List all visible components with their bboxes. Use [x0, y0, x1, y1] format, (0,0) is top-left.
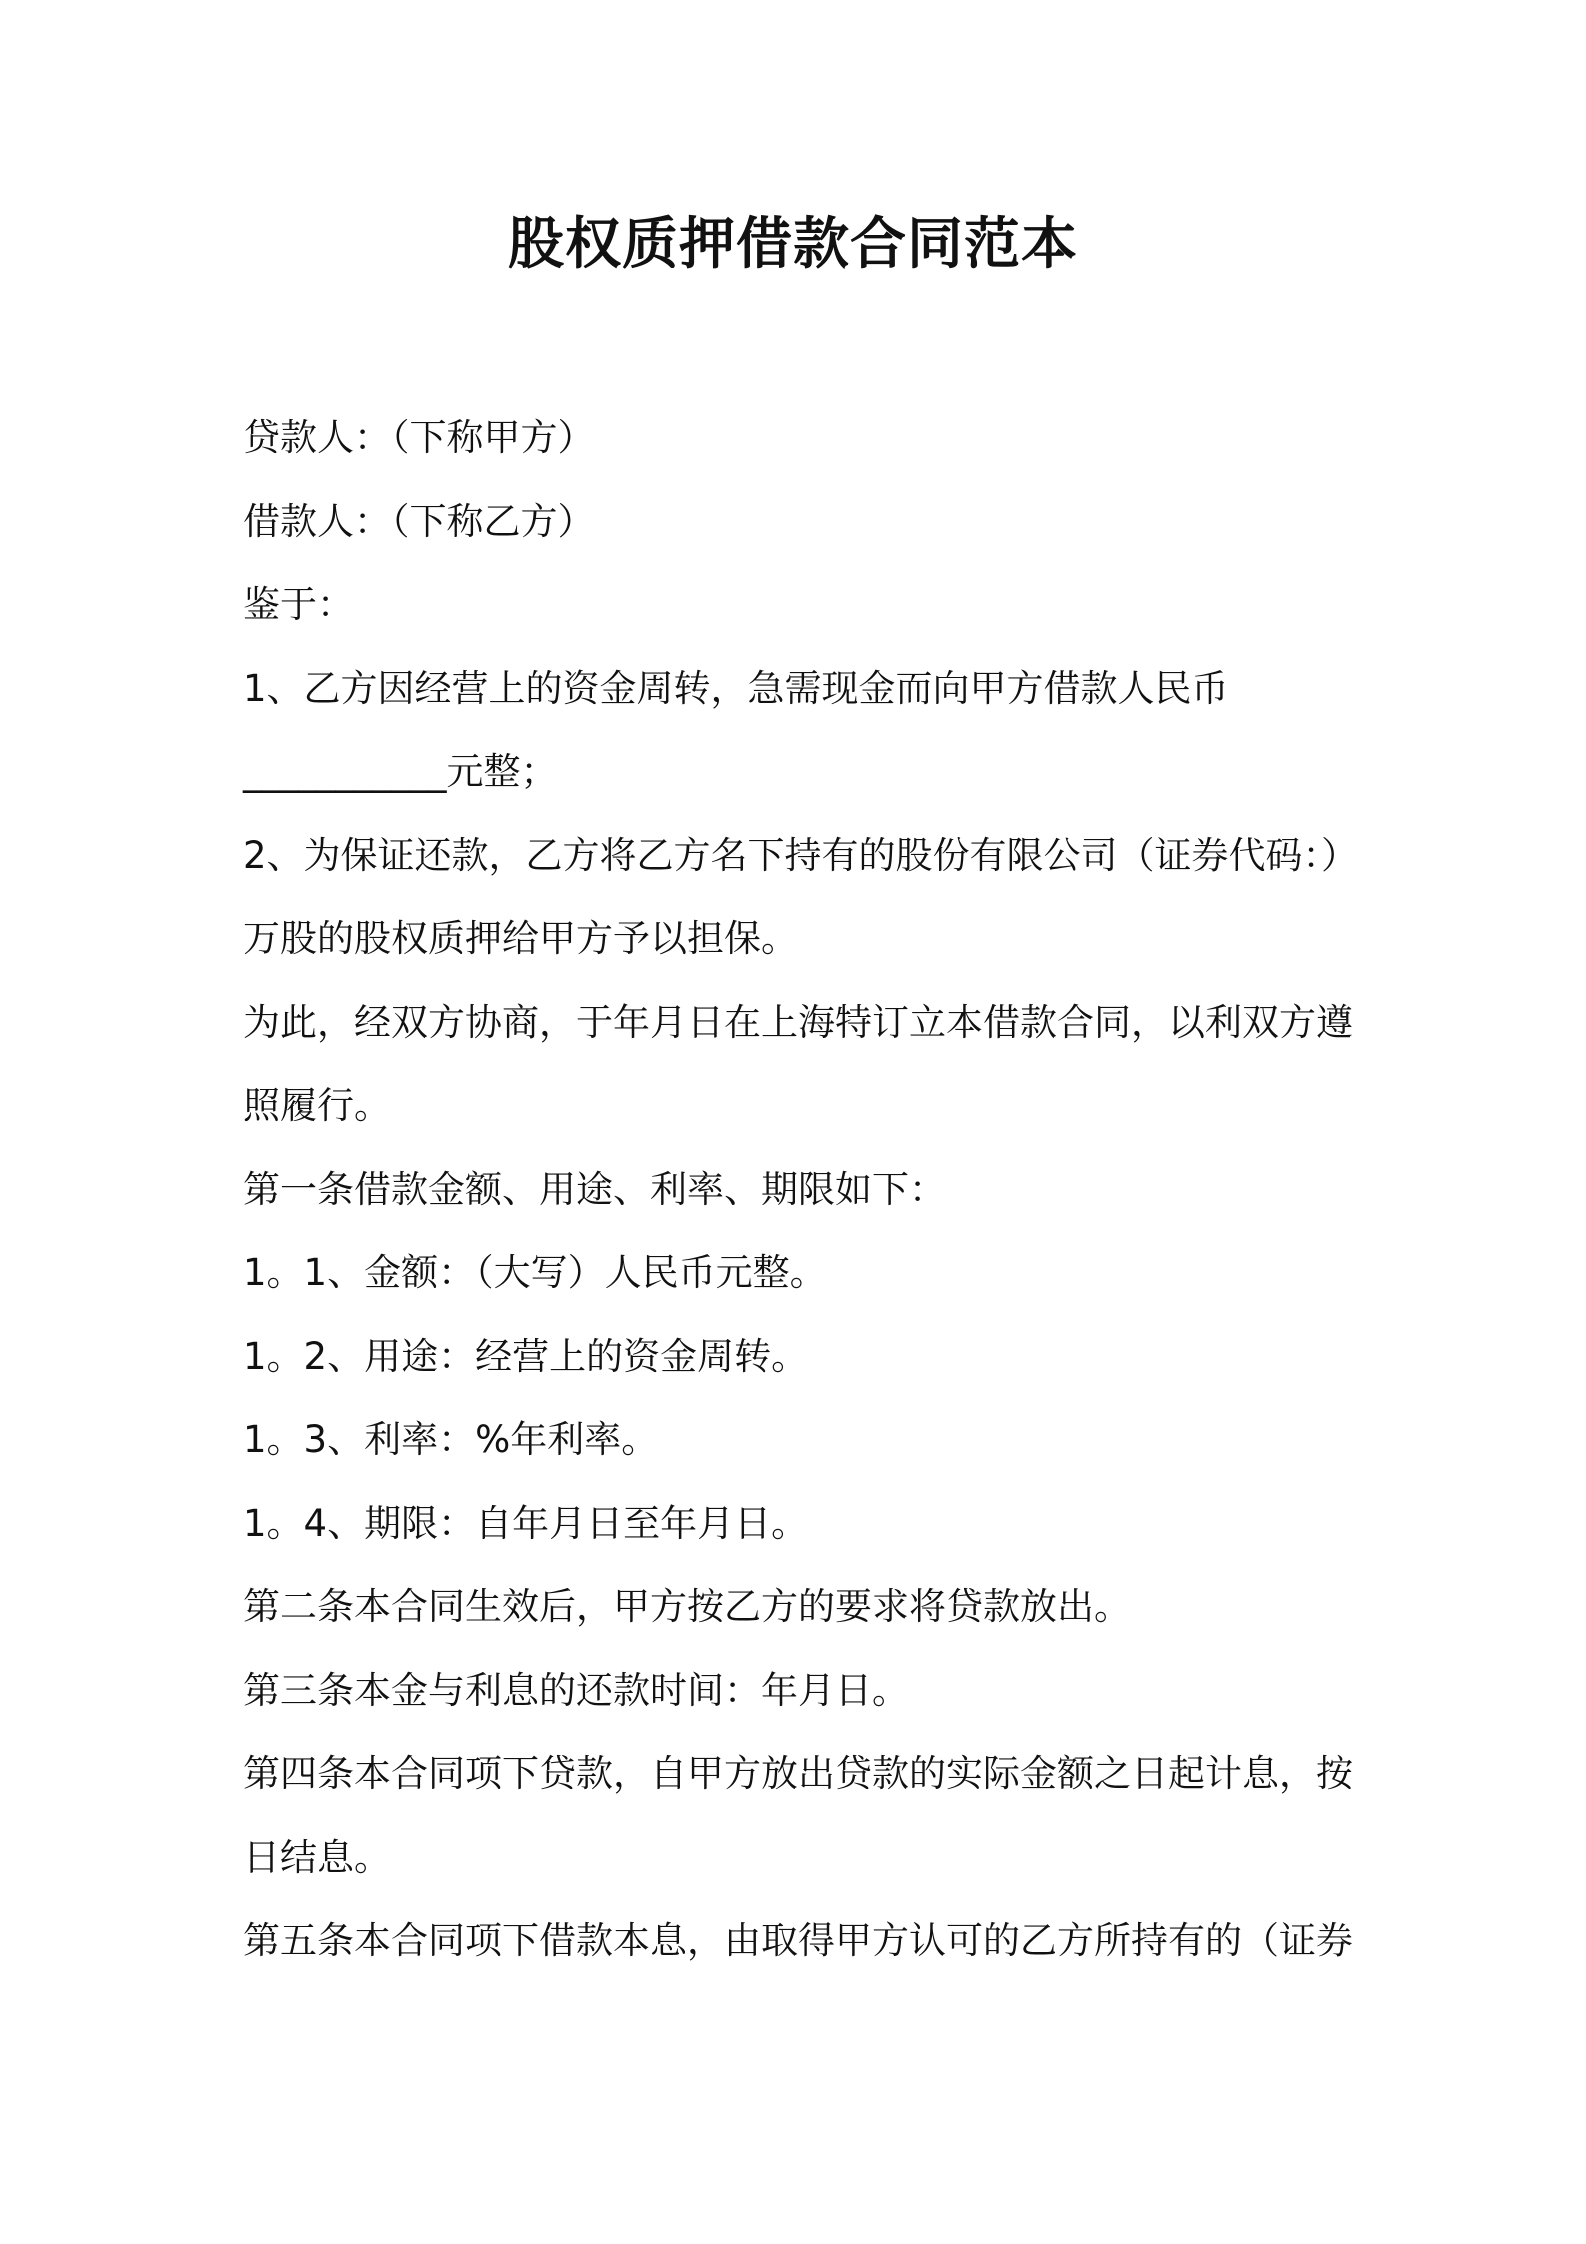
lender-line: 贷款人：（下称甲方）: [243, 416, 595, 459]
article-4-line-1: 第四条本合同项下贷款，自甲方放出贷款的实际金额之日起计息，按: [243, 1752, 1353, 1795]
article-1-1-amount: 1。1、金额：（大写）人民币元整。: [243, 1251, 827, 1294]
agreement-line-1: 为此，经双方协商，于年月日在上海特订立本借款合同，以利双方遵: [243, 1000, 1353, 1044]
article-5-line-1: 第五条本合同项下借款本息，由取得甲方认可的乙方所持有的（证券: [243, 1919, 1353, 1962]
recital-2-line-2: 万股的股权质押给甲方予以担保。: [243, 917, 798, 960]
document-title: 股权质押借款合同范本: [508, 212, 1078, 277]
article-1-2-purpose: 1。2、用途：经营上的资金周转。: [243, 1334, 809, 1378]
document-body: [243, 396, 1363, 1983]
whereas-heading: 鉴于：: [243, 583, 354, 626]
recital-1-line-1: 1、乙方因经营上的资金周转，急需现金而向甲方借款人民币: [243, 666, 1229, 710]
agreement-line-2: 照履行。: [243, 1084, 391, 1127]
article-1-3-rate: 1。3、利率：%年利率。: [243, 1418, 659, 1461]
borrower-line: 借款人：（下称乙方）: [243, 499, 595, 543]
recital-1-line-2: ___________元整；: [243, 750, 558, 793]
article-1-4-term: 1。4、期限：自年月日至年月日。: [243, 1501, 809, 1545]
article-2: 第二条本合同生效后，甲方按乙方的要求将贷款放出。: [243, 1585, 1131, 1628]
article-4-line-2: 日结息。: [243, 1835, 391, 1879]
article-3: 第三条本金与利息的还款时间：年月日。: [243, 1668, 909, 1712]
article-1-heading: 第一条借款金额、用途、利率、期限如下：: [243, 1167, 946, 1211]
recital-2-line-1: 2、为保证还款，乙方将乙方名下持有的股份有限公司（证券代码：）: [243, 833, 1359, 877]
